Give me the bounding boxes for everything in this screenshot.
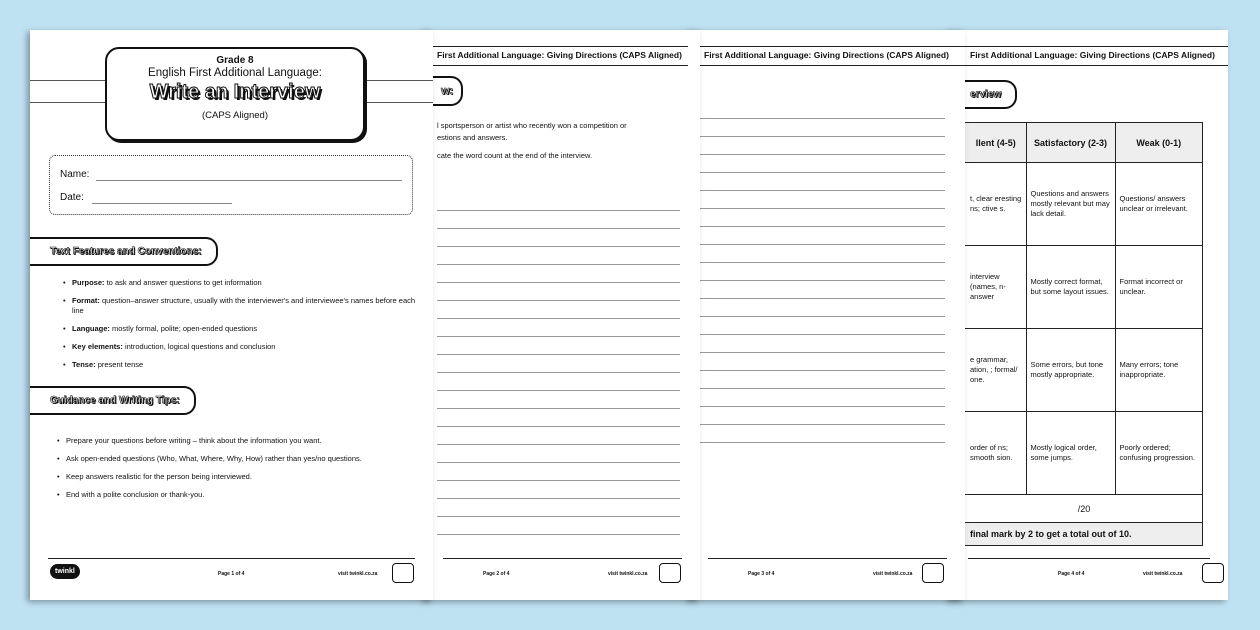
writing-line (700, 280, 945, 281)
date-input-line[interactable] (92, 203, 232, 204)
writing-line (437, 534, 680, 535)
page-footer (443, 558, 682, 598)
feature-text: present tense (95, 360, 144, 369)
rubric-table (950, 122, 1203, 546)
tip-item: • Keep answers realistic for the person being interviewed. (66, 472, 426, 482)
tips-list (66, 436, 426, 508)
feature-item (72, 296, 417, 316)
writing-line (437, 210, 680, 211)
worksheet-title: Write an Interview (149, 81, 321, 103)
col-header: Weak (0-1) (1115, 123, 1203, 163)
writing-line (437, 462, 680, 463)
section-banner-tips: Guidance and Writing Tips: (30, 386, 196, 415)
writing-line (437, 318, 680, 319)
writing-line (700, 136, 945, 137)
writing-line (437, 264, 680, 265)
writing-line (700, 118, 945, 119)
name-date-box (49, 155, 413, 215)
cell: Many errors; tone inappropriate. (1115, 329, 1203, 412)
features-list (72, 278, 417, 378)
feature-item (72, 324, 417, 334)
subject-label: English First Additional Language: (148, 67, 322, 79)
instruction-line: cate the word count at the end of the interview. (437, 151, 593, 160)
writing-line (700, 208, 945, 209)
page-4 (950, 30, 1228, 600)
cell: e grammar, ation, ; formal/ one. (950, 329, 1026, 412)
cell: Mostly logical order, some jumps. (1026, 412, 1115, 495)
writing-line (700, 316, 945, 317)
writing-line (700, 226, 945, 227)
cell: Questions/ answers unclear or irrelevant. (1115, 163, 1203, 246)
writing-line (700, 190, 945, 191)
writing-line (700, 244, 945, 245)
cell: t, clear eresting ns; ctive s. (950, 163, 1026, 246)
writing-line (700, 172, 945, 173)
quality-badge-icon (1202, 563, 1224, 583)
writing-line (700, 154, 945, 155)
cell: interview (names, n-answer (950, 246, 1026, 329)
writing-line (437, 336, 680, 337)
cell: Format incorrect or unclear. (1115, 246, 1203, 329)
writing-line (700, 388, 945, 389)
instruction-text (437, 120, 682, 162)
page-3 (690, 30, 965, 600)
footer-url: visit twinkl.co.za (338, 571, 378, 577)
title-plaque (105, 47, 365, 141)
instruction-line: estions and answers. (437, 133, 508, 142)
writing-line (437, 228, 680, 229)
feature-term: Purpose: (72, 278, 105, 287)
page-number: Page 2 of 4 (483, 571, 510, 577)
page-header: First Additional Language: Giving Directions (CAPS Aligned) (690, 46, 965, 66)
feature-term: Language: (72, 324, 110, 333)
name-input-line[interactable] (96, 180, 402, 181)
page-number: Page 1 of 4 (218, 571, 245, 577)
writing-line (437, 246, 680, 247)
page-footer (708, 558, 947, 598)
footer-url: visit twinkl.co.za (1143, 571, 1183, 577)
writing-line (437, 390, 680, 391)
writing-line (700, 352, 945, 353)
writing-line (700, 424, 945, 425)
tip-item: • Prepare your questions before writing – think about the information you want. (66, 436, 426, 446)
twinkl-logo: twinkl (50, 564, 80, 579)
quality-badge-icon (922, 563, 944, 583)
page-header: First Additional Language: Giving Directions (CAPS Aligned) (950, 46, 1228, 66)
writing-line (437, 498, 680, 499)
writing-line (437, 426, 680, 427)
caps-label: (CAPS Aligned) (201, 110, 268, 121)
feature-text: mostly formal, polite; open-ended questions (109, 324, 258, 333)
writing-line (700, 442, 945, 443)
feature-term: Key elements: (72, 342, 123, 351)
page-number: Page 3 of 4 (748, 571, 775, 577)
footer-url: visit twinkl.co.za (608, 571, 648, 577)
cell: Mostly correct format, but some layout issues. (1026, 246, 1115, 329)
instruction-line: l sportsperson or artist who recently won a competition or (437, 121, 627, 130)
cell: Some errors, but tone mostly appropriate. (1026, 329, 1115, 412)
page-1 (30, 30, 433, 600)
feature-item (72, 278, 417, 288)
cell: order of ns; smooth sion. (950, 412, 1026, 495)
page-footer (968, 558, 1210, 598)
grade-label: Grade 8 (216, 55, 254, 66)
footer-url: visit twinkl.co.za (873, 571, 913, 577)
writing-line (700, 298, 945, 299)
writing-line (437, 354, 680, 355)
page-header: First Additional Language: Giving Directions (CAPS Aligned) (425, 46, 688, 66)
feature-item (72, 360, 417, 370)
writing-line (437, 444, 680, 445)
writing-line (437, 300, 680, 301)
section-banner-features: Text Features and Conventions: (30, 237, 218, 266)
writing-line (700, 334, 945, 335)
writing-line (437, 480, 680, 481)
cell: Poorly ordered; confusing progression. (1115, 412, 1203, 495)
total-cell: /20 (950, 495, 1203, 523)
feature-text: to ask and answer questions to get information (104, 278, 262, 287)
feature-term: Tense: (72, 360, 96, 369)
writing-line (437, 408, 680, 409)
tip-item: • End with a polite conclusion or thank-you. (66, 490, 426, 500)
page-footer (48, 558, 415, 598)
feature-text: introduction, logical questions and conclusion (122, 342, 276, 351)
section-banner: w: (425, 76, 463, 106)
section-banner: erview (950, 80, 1017, 109)
writing-line (700, 262, 945, 263)
date-label: Date: (60, 192, 84, 203)
feature-term: Format: (72, 296, 100, 305)
col-header: llent (4-5) (950, 123, 1026, 163)
feature-item (72, 342, 417, 352)
writing-line (437, 516, 680, 517)
cell: Questions and answers mostly relevant but may lack detail. (1026, 163, 1115, 246)
writing-line (700, 406, 945, 407)
writing-line (437, 372, 680, 373)
note-cell: final mark by 2 to get a total out of 10. (950, 523, 1203, 546)
col-header: Satisfactory (2-3) (1026, 123, 1115, 163)
page-2 (425, 30, 700, 600)
tip-item: • Ask open-ended questions (Who, What, Where, Why, How) rather than yes/no questions. (66, 454, 426, 464)
page-number: Page 4 of 4 (1058, 571, 1085, 577)
quality-badge-icon (392, 563, 414, 583)
writing-line (700, 370, 945, 371)
name-label: Name: (60, 169, 90, 180)
writing-line (437, 282, 680, 283)
quality-badge-icon (659, 563, 681, 583)
feature-text: question–answer structure, usually with the interviewer's and interviewee's names before each line (72, 296, 416, 315)
